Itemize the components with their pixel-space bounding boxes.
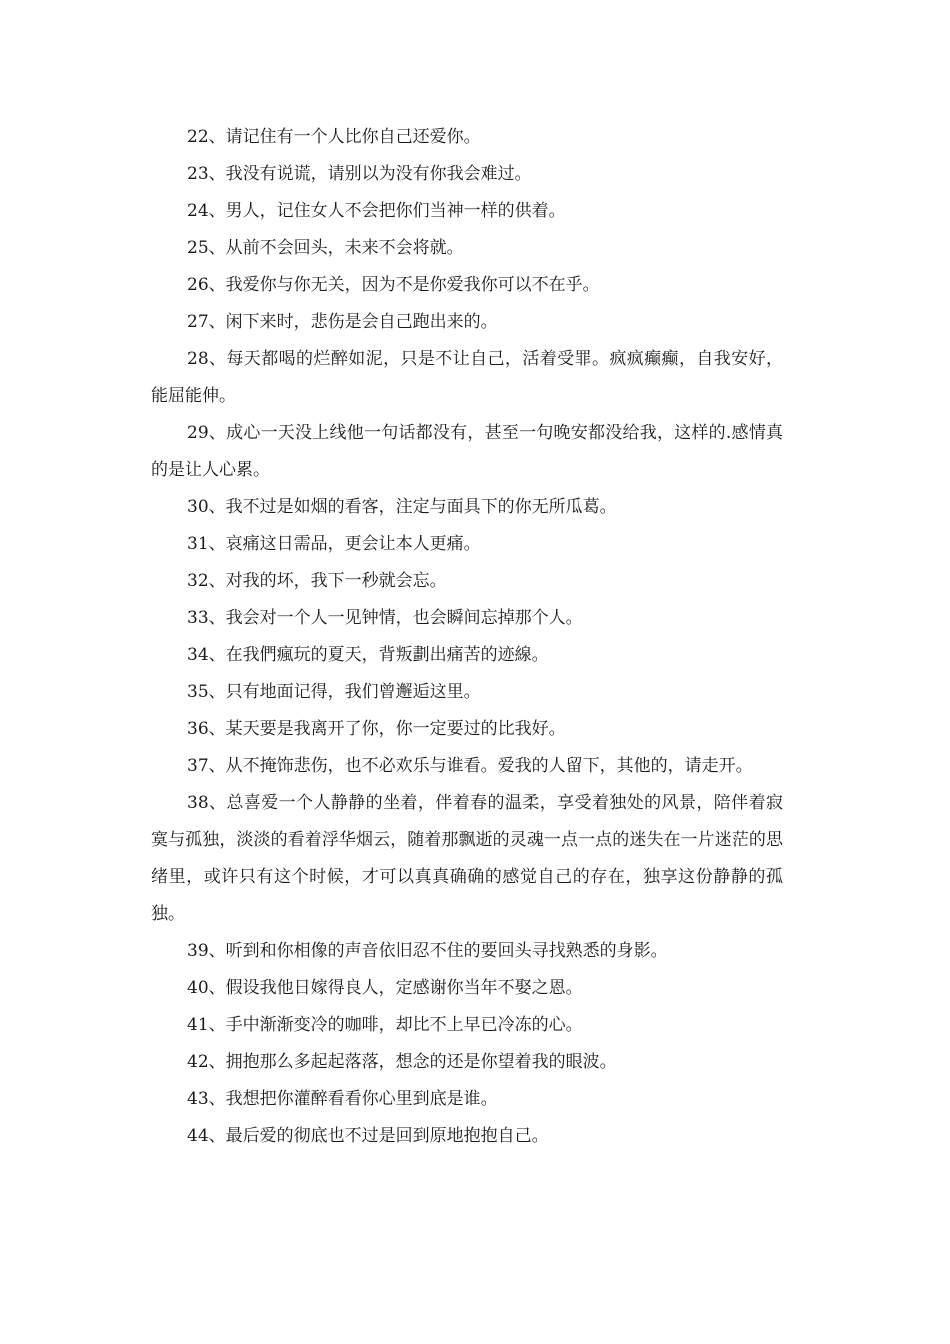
list-item: 33、我会对一个人一见钟情，也会瞬间忘掉那个人。 [187, 608, 583, 628]
list-item: 28、每天都喝的烂醉如泥，只是不让自己，活着受罪。疯疯癫癫，自我安好，能屈能伸。 [151, 349, 783, 406]
list-item: 42、拥抱那么多起起落落，想念的还是你望着我的眼波。 [187, 1052, 617, 1072]
list-item: 23、我没有说谎，请别以为没有你我会难过。 [187, 164, 532, 184]
list-item: 31、哀痛这日需品，更会让本人更痛。 [187, 534, 481, 554]
list-item: 44、最后爱的彻底也不过是回到原地抱抱自己。 [187, 1126, 549, 1146]
list-item: 41、手中渐渐变冷的咖啡，却比不上早已冷冻的心。 [187, 1015, 583, 1035]
list-item: 43、我想把你灌醉看看你心里到底是谁。 [187, 1089, 498, 1109]
list-item: 30、我不过是如烟的看客，注定与面具下的你无所瓜葛。 [187, 497, 617, 517]
list-item: 38、总喜爱一个人静静的坐着，伴着春的温柔，享受着独处的风景，陪伴着寂寞与孤独，淡淡的看着浮华烟云，随着那飘逝的灵魂一点一点的迷失在一片迷茫的思绪里，或许只有这个时候，才可以真真确确的感觉自己的存在，独享这份静静的孤独。 [151, 793, 783, 924]
list-item: 26、我爱你与你无关，因为不是你爱我你可以不在乎。 [187, 275, 600, 295]
list-item: 34、在我們瘋玩的夏天，背叛劃出痛苦的迹線。 [187, 645, 549, 665]
list-item: 36、某天要是我离开了你，你一定要过的比我好。 [187, 719, 566, 739]
list-item: 22、请记住有一个人比你自己还爱你。 [187, 127, 481, 147]
list-item: 40、假设我他日嫁得良人，定感谢你当年不娶之恩。 [187, 978, 583, 998]
list-item: 35、只有地面记得，我们曾邂逅这里。 [187, 682, 481, 702]
quote-list [151, 119, 783, 1155]
list-item: 24、男人，记住女人不会把你们当神一样的供着。 [187, 201, 566, 221]
list-item: 27、闲下来时，悲伤是会自己跑出来的。 [187, 312, 498, 332]
list-item: 39、听到和你相像的声音依旧忍不住的要回头寻找熟悉的身影。 [187, 941, 668, 961]
list-item: 25、从前不会回头，未来不会将就。 [187, 238, 464, 258]
list-item: 29、成心一天没上线他一句话都没有，甚至一句晚安都没给我，这样的.感情真的是让人心累。 [151, 423, 783, 480]
list-item: 37、从不掩饰悲伤，也不必欢乐与谁看。爱我的人留下，其他的，请走开。 [187, 756, 753, 776]
list-item: 32、对我的坏，我下一秒就会忘。 [187, 571, 447, 591]
